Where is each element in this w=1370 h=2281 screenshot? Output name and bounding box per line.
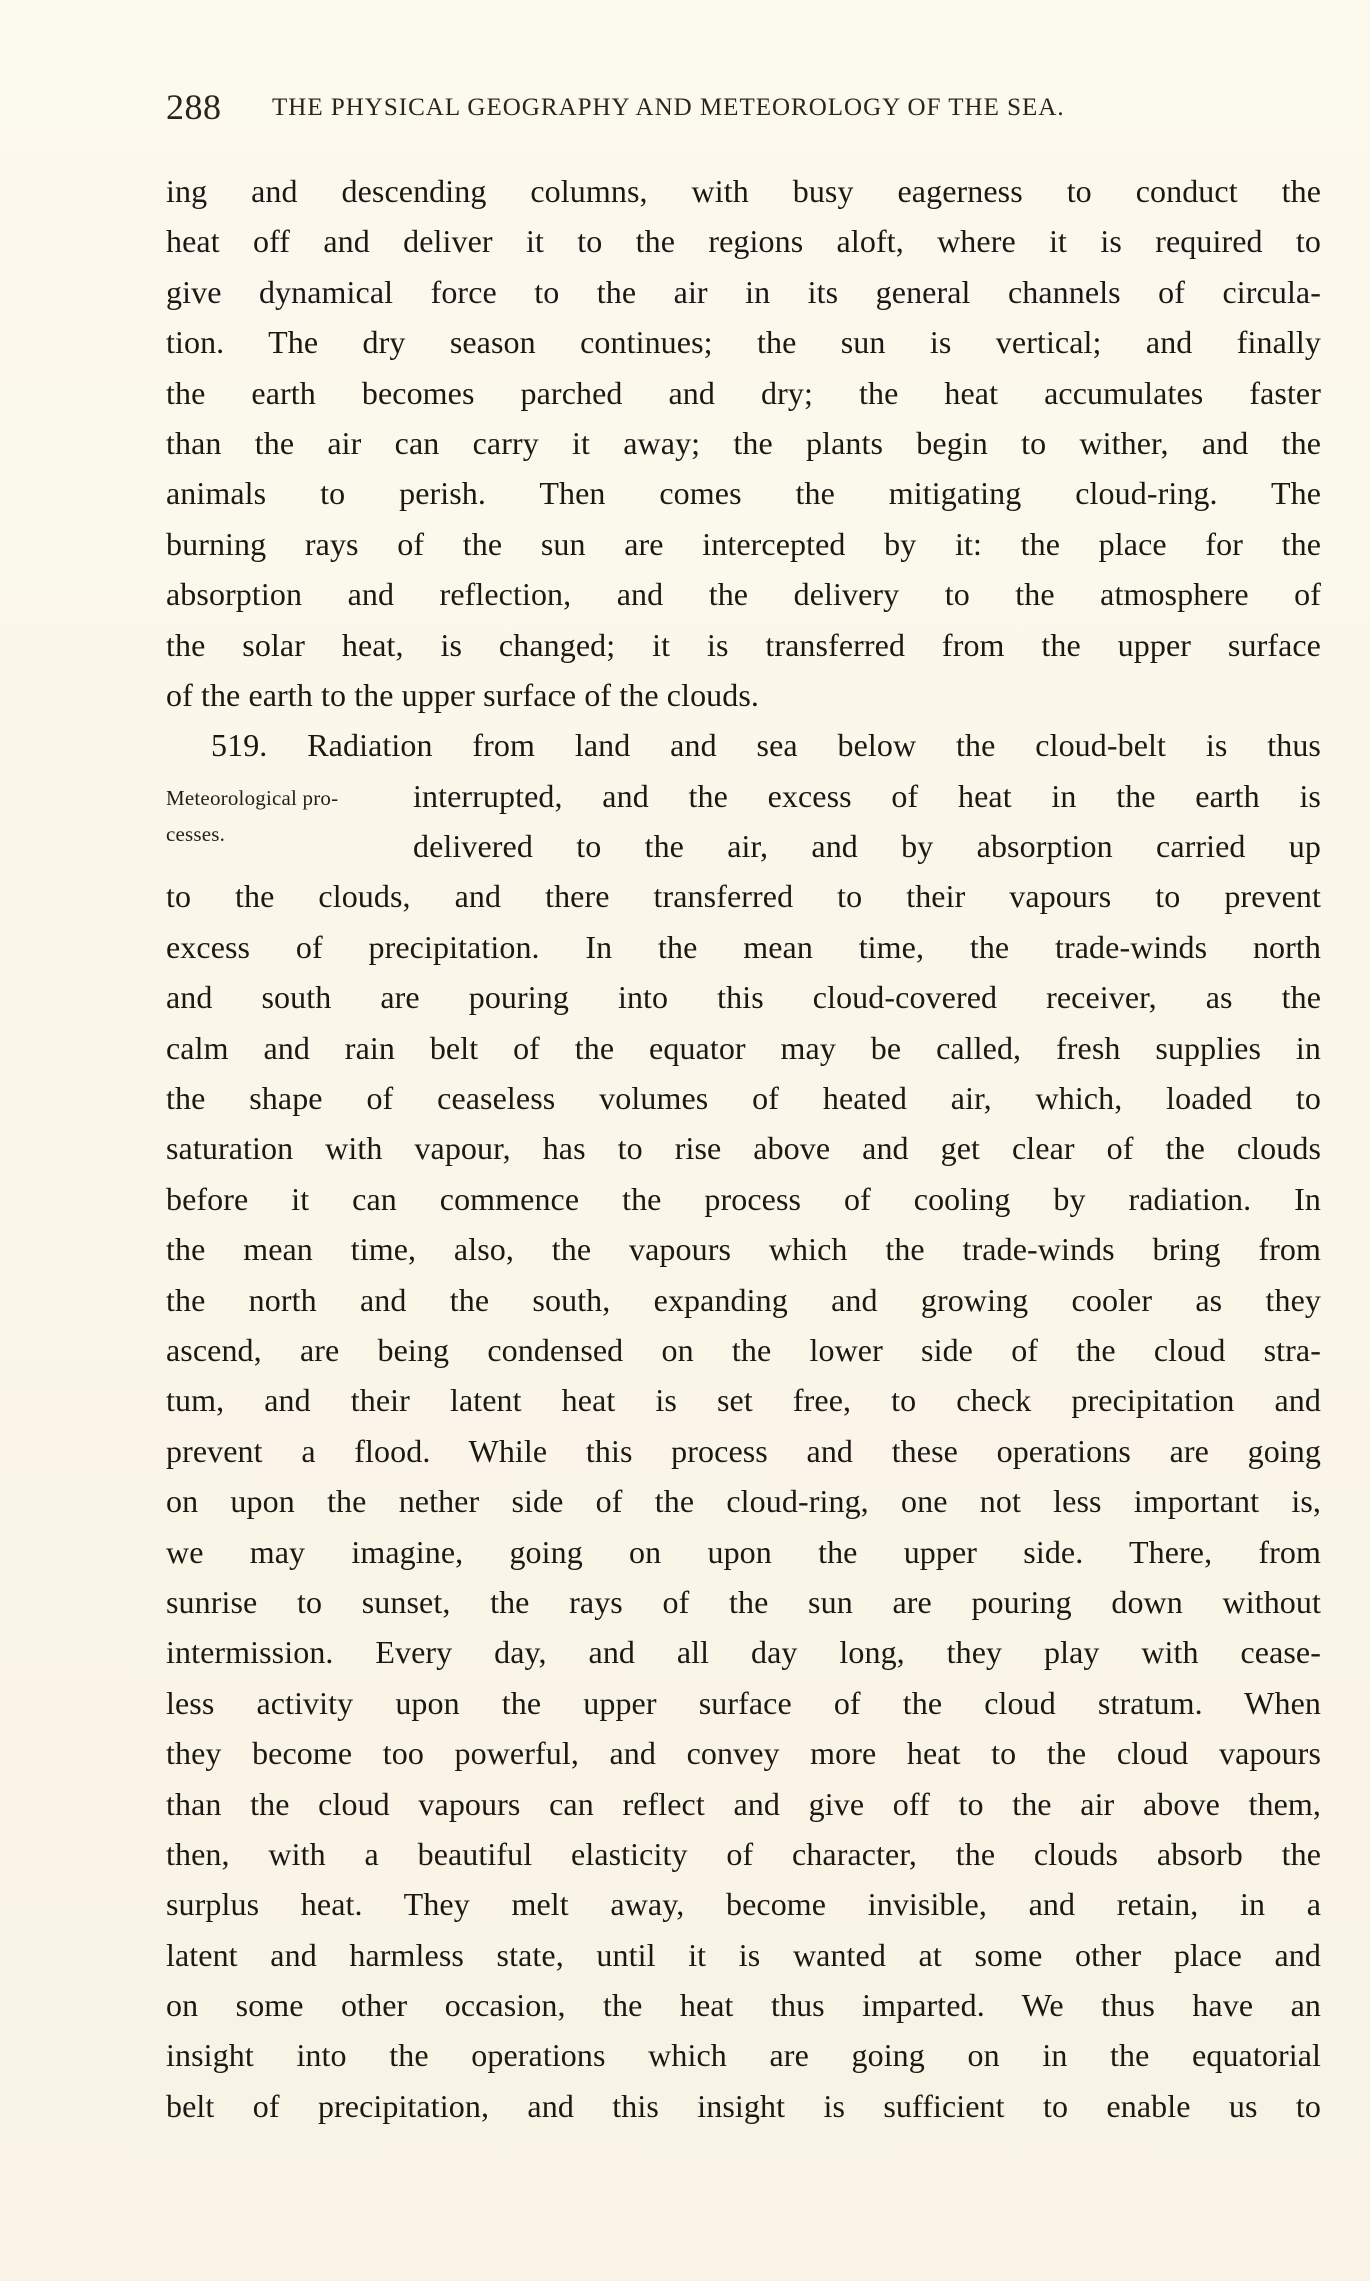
text-line: ascend, are being condensed on the lower side of the cloud stra- bbox=[166, 1331, 1321, 1368]
margin-note-line: Meteorological pro- bbox=[166, 786, 339, 810]
text-line: than the air can carry it away; the plants begin to wither, and the bbox=[166, 424, 1321, 461]
text-line: surplus heat. They melt away, become invisible, and retain, in a bbox=[166, 1886, 1321, 1923]
text-line: belt of precipitation, and this insight is sufficient to enable us to bbox=[166, 2087, 1321, 2124]
text-line: delivered to the air, and by absorption carried up bbox=[413, 828, 1321, 865]
text-line: ing and descending columns, with busy eagerness to conduct the bbox=[166, 173, 1321, 209]
running-head bbox=[166, 82, 1321, 132]
margin-note-line: cesses. bbox=[166, 822, 226, 846]
text-line: give dynamical force to the air in its general channels of circula- bbox=[166, 273, 1321, 310]
text-line: interrupted, and the excess of heat in the earth is bbox=[413, 777, 1321, 814]
text-line: than the cloud vapours can reflect and give off to the air above them, bbox=[166, 1785, 1321, 1822]
text-line: prevent a flood. While this process and these operations are going bbox=[166, 1432, 1321, 1469]
text-line: saturation with vapour, has to rise above and get clear of the clouds bbox=[166, 1130, 1321, 1167]
text-line: to the clouds, and there transferred to their vapours to prevent bbox=[166, 878, 1321, 915]
text-line: 519. Radiation from land and sea below the cloud-belt is thus bbox=[211, 727, 1321, 764]
text-line: calm and rain belt of the equator may be called, fresh supplies in bbox=[166, 1029, 1321, 1066]
text-line: heat off and deliver it to the regions aloft, where it is required to bbox=[166, 223, 1321, 260]
page-number: 288 bbox=[166, 87, 222, 127]
text-line: tion. The dry season continues; the sun is vertical; and finally bbox=[166, 324, 1321, 361]
text-line: excess of precipitation. In the mean time, the trade-winds north bbox=[166, 928, 1321, 965]
text-line: latent and harmless state, until it is wanted at some other place and bbox=[166, 1936, 1321, 1973]
text-line: before it can commence the process of cooling by radiation. In bbox=[166, 1180, 1321, 1217]
text-line: on some other occasion, the heat thus imparted. We thus have an bbox=[166, 1987, 1321, 2024]
text-line: the shape of ceaseless volumes of heated air, which, loaded to bbox=[166, 1080, 1321, 1117]
text-line: and south are pouring into this cloud-covered receiver, as the bbox=[166, 979, 1321, 1016]
text-line: insight into the operations which are going on in the equatorial bbox=[166, 2037, 1321, 2074]
body-text bbox=[166, 166, 1321, 2131]
text-line: tum, and their latent heat is set free, to check precipitation and bbox=[166, 1382, 1321, 1419]
text-line: animals to perish. Then comes the mitigating cloud-ring. The bbox=[166, 475, 1321, 512]
text-line: less activity upon the upper surface of the cloud stratum. When bbox=[166, 1684, 1321, 1721]
text-line: of the earth to the upper surface of the clouds. bbox=[166, 676, 760, 713]
running-title: THE PHYSICAL GEOGRAPHY AND METEOROLOGY OF THE SEA. bbox=[272, 94, 1065, 121]
text-line: sunrise to sunset, the rays of the sun are pouring down without bbox=[166, 1583, 1321, 1620]
text-line: absorption and reflection, and the delivery to the atmosphere of bbox=[166, 576, 1321, 613]
text-line: intermission. Every day, and all day long, they play with cease- bbox=[166, 1634, 1321, 1671]
text-line: the mean time, also, the vapours which the trade-winds bring from bbox=[166, 1231, 1321, 1268]
text-line: the north and the south, expanding and growing cooler as they bbox=[166, 1281, 1321, 1318]
text-line: burning rays of the sun are intercepted by it: the place for the bbox=[166, 525, 1321, 562]
text-line: then, with a beautiful elasticity of character, the clouds absorb the bbox=[166, 1835, 1321, 1872]
text-line: we may imagine, going on upon the upper side. There, from bbox=[166, 1533, 1321, 1570]
text-line: they become too powerful, and convey more heat to the cloud vapours bbox=[166, 1735, 1321, 1772]
text-line: the solar heat, is changed; it is transferred from the upper surface bbox=[166, 626, 1321, 663]
text-line: on upon the nether side of the cloud-ring, one not less important is, bbox=[166, 1483, 1321, 1520]
text-line: the earth becomes parched and dry; the heat accumulates faster bbox=[166, 374, 1321, 411]
